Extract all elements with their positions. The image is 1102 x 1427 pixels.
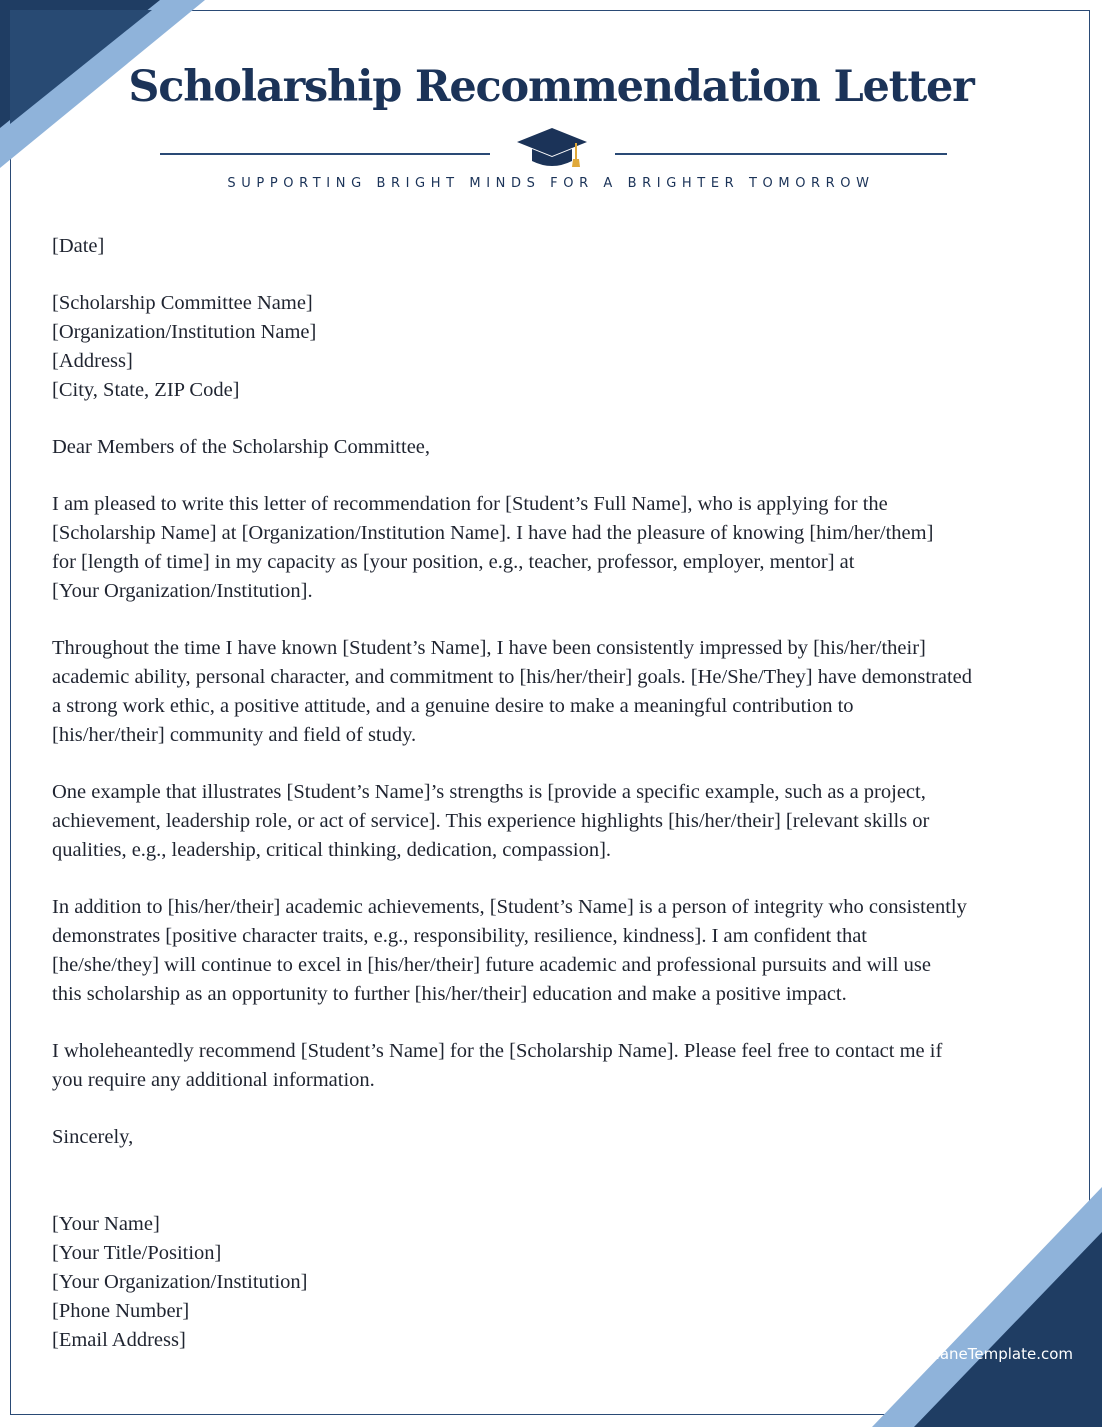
- paragraph-line: a strong work ethic, a positive attitude, and a genuine desire to make a meaningful contribution to: [52, 695, 854, 717]
- recipient-line: [City, State, ZIP Code]: [52, 379, 240, 401]
- title-rule-right: [615, 153, 947, 155]
- tagline: SUPPORTING BRIGHT MINDS FOR A BRIGHTER TOMORROW: [227, 176, 875, 191]
- recipient-address: [52, 289, 1062, 405]
- paragraph-line: [his/her/their] community and field of study.: [52, 724, 417, 746]
- paragraph-3: [52, 778, 1062, 865]
- watermark: DaianeTemplate.com: [914, 1345, 1073, 1363]
- graduation-cap-icon: [512, 125, 592, 171]
- paragraph-line: demonstrates [positive character traits, e.g., responsibility, resilience, kindness]. I am confident that: [52, 925, 868, 947]
- paragraph-line: qualities, e.g., leadership, critical thinking, dedication, compassion].: [52, 839, 612, 861]
- paragraph-line: you require any additional information.: [52, 1069, 375, 1091]
- paragraph-line: [he/she/they] will continue to excel in [his/her/their] future academic and professional pursuits and will use: [52, 954, 931, 976]
- paragraph-line: I am pleased to write this letter of recommendation for [Student’s Full Name], who is applying for the: [52, 493, 888, 515]
- paragraph-1: [52, 490, 1062, 606]
- paragraph-line: [Scholarship Name] at [Organization/Institution Name]. I have had the pleasure of knowing [him/her/them]: [52, 522, 934, 544]
- paragraph-line: Throughout the time I have known [Student’s Name], I have been consistently impressed by [his/her/their]: [52, 637, 926, 659]
- paragraph-2: [52, 634, 1062, 750]
- paragraph-line: achievement, leadership role, or act of service]. This experience highlights [his/her/their] [relevant skills or: [52, 810, 930, 832]
- title-rule-left: [160, 153, 490, 155]
- paragraph-line: [Your Organization/Institution].: [52, 580, 313, 602]
- paragraph-4: [52, 893, 1062, 1009]
- paragraph-line: In addition to [his/her/their] academic achievements, [Student’s Name] is a person of integrity who consistently: [52, 896, 967, 918]
- signature-line: [Phone Number]: [52, 1300, 190, 1322]
- signature-line: [Your Title/Position]: [52, 1242, 222, 1264]
- signature-block: [52, 1210, 1062, 1355]
- paragraph-line: for [length of time] in my capacity as [your position, e.g., teacher, professor, employer, mentor] at: [52, 551, 855, 573]
- signature-line: [Email Address]: [52, 1329, 186, 1351]
- paragraph-line: I wholeheantedly recommend [Student’s Name] for the [Scholarship Name]. Please feel free to contact me if: [52, 1040, 943, 1062]
- paragraph-5: [52, 1037, 1062, 1095]
- document-title: Scholarship Recommendation Letter: [128, 62, 974, 112]
- paragraph-line: this scholarship as an opportunity to further [his/her/their] education and make a positive impact.: [52, 983, 847, 1005]
- signature-line: [Your Organization/Institution]: [52, 1271, 308, 1293]
- recipient-line: [Address]: [52, 350, 133, 372]
- recipient-line: [Scholarship Committee Name]: [52, 292, 313, 314]
- letter-body: [52, 232, 1062, 1355]
- paragraph-line: academic ability, personal character, and commitment to [his/her/their] goals. [He/She/They] have demonstrated: [52, 666, 973, 688]
- recipient-line: [Organization/Institution Name]: [52, 321, 317, 343]
- closing: Sincerely,: [52, 1126, 134, 1148]
- signature-line: [Your Name]: [52, 1213, 160, 1235]
- salutation: Dear Members of the Scholarship Committee,: [52, 436, 431, 458]
- paragraph-line: One example that illustrates [Student’s Name]’s strengths is [provide a specific example, such as a project,: [52, 781, 926, 803]
- date-line: [Date]: [52, 235, 105, 257]
